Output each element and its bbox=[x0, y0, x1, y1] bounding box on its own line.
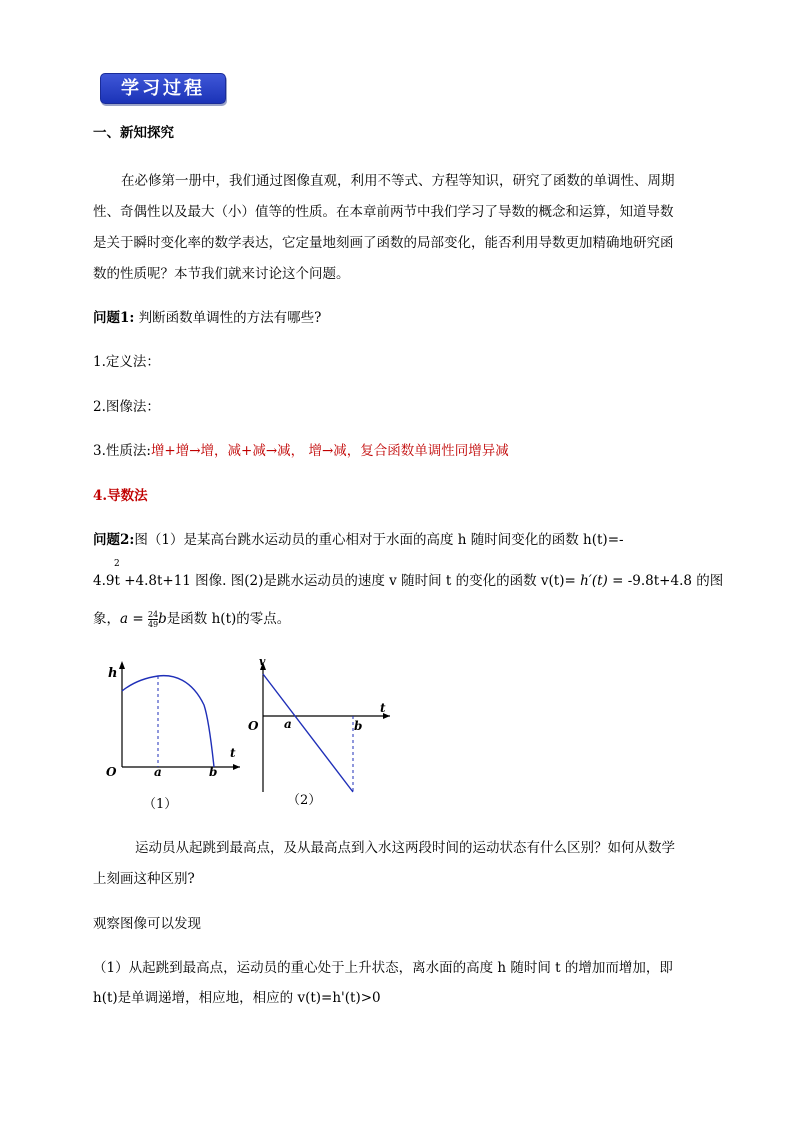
fig2-v-label: v bbox=[259, 655, 266, 668]
method-derivative: 4.导数法 bbox=[93, 488, 148, 504]
fig2-origin-label: O bbox=[248, 719, 259, 733]
fig2-a-label: a bbox=[284, 717, 292, 731]
intro-paragraph bbox=[93, 166, 699, 290]
section-heading: 一、新知探究 bbox=[93, 125, 174, 141]
method-graph: 2.图像法： bbox=[93, 399, 160, 415]
fig1-t-arrow bbox=[233, 764, 240, 770]
fig1-caption: （1） bbox=[143, 797, 178, 812]
intro-line-2: 性、奇偶性以及最大（小）值等的性质。在本章前两节中我们学习了导数的概念和运算，知道导数 bbox=[93, 204, 674, 220]
question-1 bbox=[93, 308, 321, 328]
method-property bbox=[93, 441, 509, 461]
method-property-rule: 增+增→增，减+减→减， 增→减，复合函数单调性同增异减 bbox=[150, 443, 509, 459]
fig1-curve bbox=[122, 676, 214, 767]
h-prime: h′(t) bbox=[580, 573, 608, 589]
fig2-t-label: t bbox=[380, 701, 386, 715]
fig1-h-arrow bbox=[119, 661, 125, 669]
section-banner bbox=[100, 73, 226, 104]
fig2-b-label: b bbox=[354, 719, 363, 733]
method-definition: 1.定义法： bbox=[93, 354, 160, 370]
fig1-h-label: h bbox=[108, 666, 118, 681]
observation-1-line-2: h(t)是单调递增，相应地，相应的 v(t)=h'(t)>0 bbox=[93, 990, 381, 1006]
intro-line-3: 是关于瞬时变化率的数学表达，它定量地刻画了函数的局部变化，能否利用导数更加精确地研究函 bbox=[93, 235, 674, 251]
discussion-paragraph bbox=[93, 833, 699, 895]
question-2-line-3: 象，a = $\frac{24}{49}$ b是函数 h(t)的零点。 bbox=[93, 610, 291, 629]
figure-2-velocity-graph bbox=[244, 652, 394, 812]
fig2-caption: （2） bbox=[287, 793, 322, 808]
question-2-line-1: 问题2:图（1）是某高台跳水运动员的重心相对于水面的高度 h 随时间变化的函数 h(t)=- bbox=[93, 532, 624, 548]
question-1-label: 问题1: bbox=[93, 310, 135, 326]
discussion-line-1: 运动员从起跳到最高点，及从最高点到入水这两段时间的运动状态有什么区别？如何从数学 bbox=[135, 840, 675, 856]
discussion-line-2: 上刻画这种区别? bbox=[93, 871, 195, 887]
question-2-label: 问题2: bbox=[93, 532, 135, 548]
question-1-text: 判断函数单调性的方法有哪些? bbox=[134, 310, 322, 326]
observation-1-line-1: （1）从起跳到最高点，运动员的重心处于上升状态，离水面的高度 h 随时间 t 的增加而增加，即 bbox=[93, 960, 673, 976]
fig1-t-label: t bbox=[230, 746, 236, 760]
fig1-b-label: b bbox=[209, 765, 218, 779]
exponent-2: 2 bbox=[114, 559, 120, 569]
question-2-line-2: 4.9t +4.8t+11 图像. 图(2)是跳水运动员的速度 v 随时间 t 的变化的函数 v(t)= h′(t) = -9.8t+4.8 的图 bbox=[93, 573, 724, 589]
fig1-origin-label: O bbox=[106, 765, 117, 779]
figure-1-height-graph bbox=[100, 655, 250, 815]
fig1-a-label: a bbox=[154, 765, 162, 779]
observe-text: 观察图像可以发现 bbox=[93, 916, 201, 932]
intro-line-1: 在必修第一册中，我们通过图像直观，利用不等式、方程等知识，研究了函数的单调性、周期 bbox=[121, 173, 675, 189]
fig2-line bbox=[263, 674, 353, 792]
method-property-label: 3.性质法: bbox=[93, 443, 151, 459]
intro-line-4: 数的性质呢？本节我们就来讨论这个问题。 bbox=[93, 266, 350, 282]
banner-title: 学习过程 bbox=[121, 78, 205, 99]
fraction-24-49: $\frac{24}{49}$ bbox=[147, 610, 159, 629]
